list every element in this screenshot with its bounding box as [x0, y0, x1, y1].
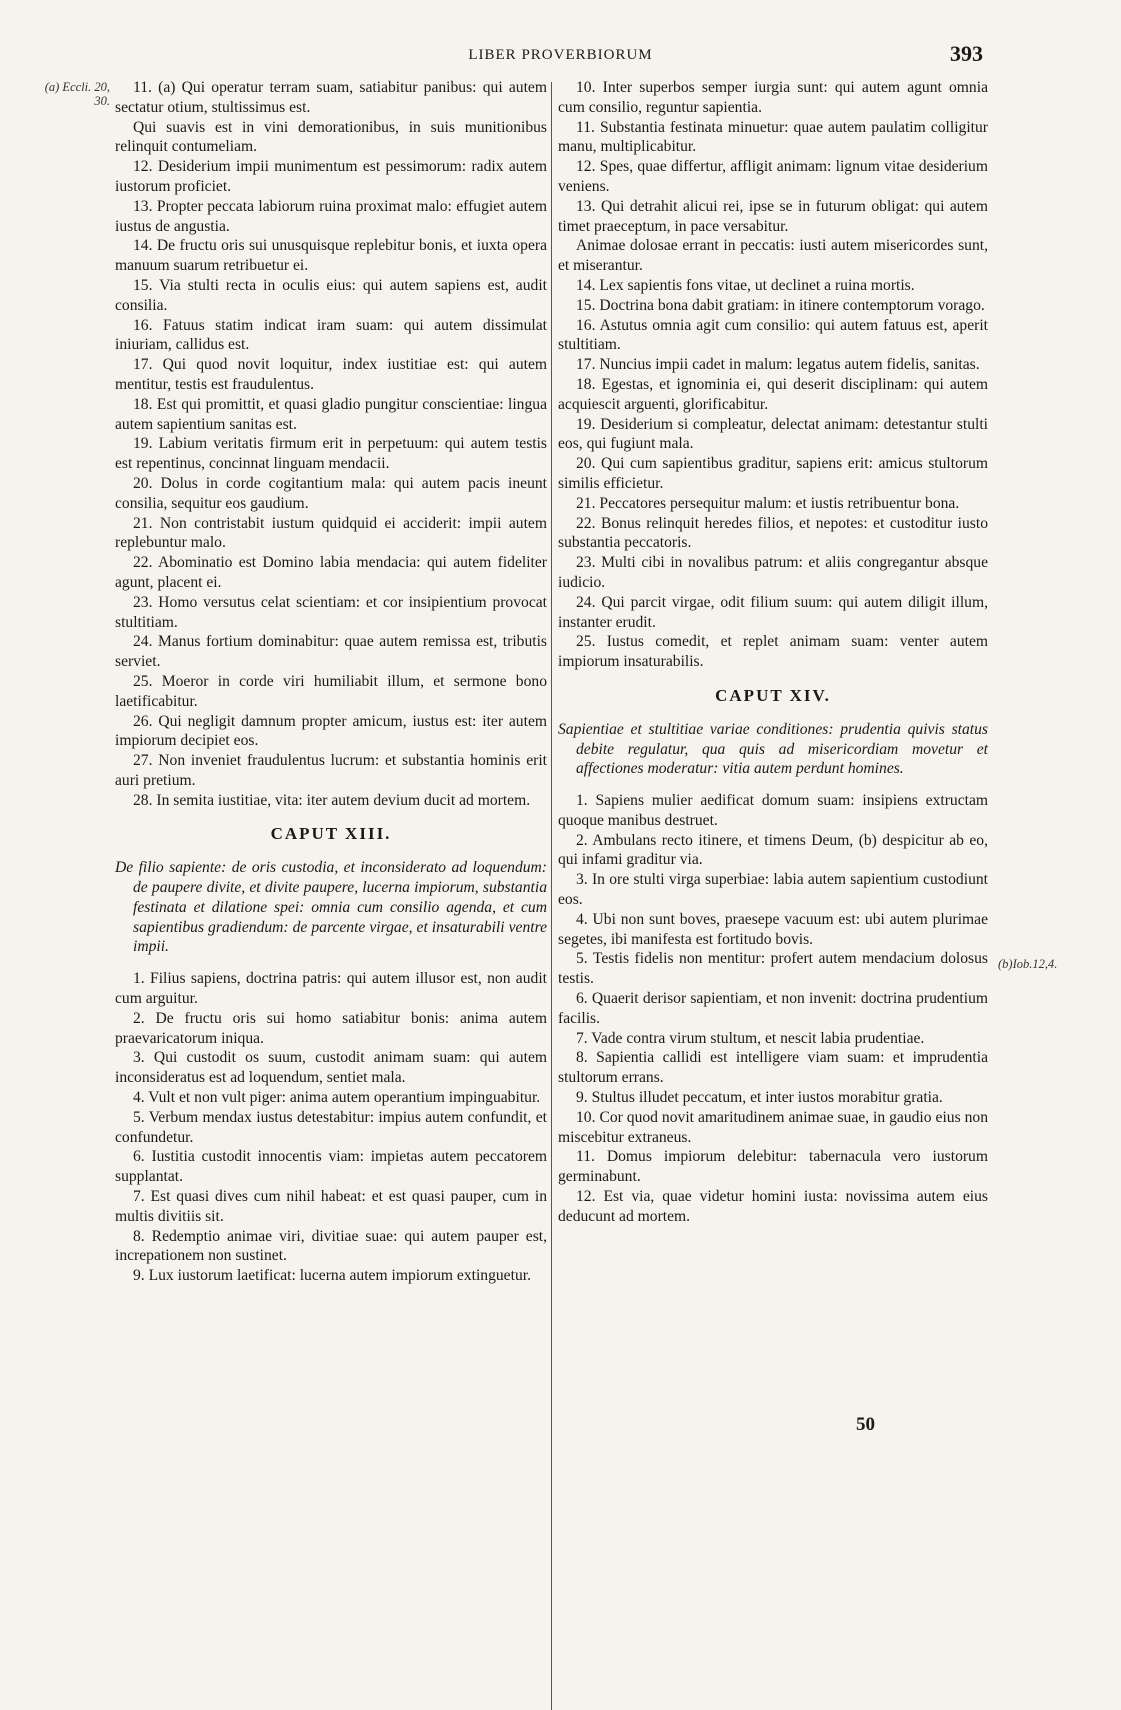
- verse: 17. Nuncius impii cadet in malum: legatus autem fidelis, sanitas.: [576, 356, 980, 374]
- verse: 11. Domus impiorum delebitur: tabernacula vero iustorum germinabunt.: [558, 1148, 988, 1186]
- verses-ch13: [115, 969, 547, 1286]
- verse: 20. Dolus in corde cogitantium mala: qui autem pacis ineunt consilia, sequitur eos gaudium.: [115, 474, 547, 512]
- verse: 10. Inter superbos semper iurgia sunt: qui autem agunt omnia cum consilio, reguntur sapientia.: [558, 79, 988, 116]
- chapter-14-title: CAPUT XIV.: [715, 685, 831, 705]
- verse: 28. In semita iustitiae, vita: iter autem devium ducit ad mortem.: [133, 791, 531, 809]
- verse: 16. Fatuus statim indicat iram suam: qui autem dissimulat iniuriam, callidus est.: [115, 316, 547, 354]
- verse: 18. Est qui promittit, et quasi gladio pungitur conscientiae: lingua autem sapientium sanitas est.: [115, 395, 547, 433]
- verse: 1. Filius sapiens, doctrina patris: qui autem illusor est, non audit cum arguitur.: [115, 970, 547, 1008]
- verse: 2. Ambulans recto itinere, et timens Deum, (b) despicitur ab eo, qui infami graditur via.: [558, 831, 988, 869]
- verse: 19. Desiderium si compleatur, delectat animam: detestantur stulti eos, qui fugiunt mala.: [558, 415, 988, 453]
- verse: 3. In ore stulti virga superbiae: labia autem sapientium custodiunt eos.: [558, 871, 988, 909]
- verse: 23. Multi cibi in novalibus patrum: et aliis congregantur absque iudicio.: [558, 554, 988, 591]
- verse: 9. Lux iustorum laetificat: lucerna autem impiorum extinguetur.: [133, 1267, 531, 1285]
- verse: 12. Spes, quae differtur, affligit animam: lignum vitae desiderium veniens.: [558, 158, 988, 195]
- column-divider: [551, 82, 552, 1710]
- verse: 25. Moeror in corde viri humiliabit illum, et sermone bono laetificabitur.: [115, 672, 547, 710]
- verse: 24. Qui parcit virgae, odit filium suum: qui autem diligit illum, instanter erudit.: [558, 593, 988, 631]
- verse: 8. Sapientia callidi est intelligere viam suam: et imprudentia stultorum errans.: [558, 1049, 988, 1087]
- verse: 25. Iustus comedit, et replet animam suam: venter autem impiorum insaturabilis.: [558, 633, 988, 671]
- verse: 21. Peccatores persequitur malum: et iustis retribuentur bona.: [576, 494, 960, 512]
- verse: 13. Qui detrahit alicui rei, ipse se in futurum obligat: qui autem timet praeceptum, in pace versabitur.: [558, 197, 988, 235]
- verse: 17. Qui quod novit loquitur, index iustitiae est: qui autem mentitur, testis est fraudulentus.: [115, 356, 547, 393]
- verse: 9. Stultus illudet peccatum, et inter iustos morabitur gratia.: [576, 1089, 943, 1107]
- chapter-13-summary: De filio sapiente: de oris custodia, et inconsiderato ad loquendum: de paupere divite, et divite paupere, lucerna impiorum, substantia festinata et dilatione spei: omnia cum consilio agenda, et cum sapientibus gradiendum: de parcente virgae, et insaturabili ventre impii.: [115, 859, 547, 956]
- verses-ch13-continued: [558, 78, 988, 672]
- verse: 5. Testis fidelis non mentitur: profert autem mendacium dolosus testis.: [558, 950, 988, 988]
- page-number: 393: [950, 41, 983, 66]
- verse: 7. Vade contra virum stultum, et nescit labia prudentiae.: [576, 1029, 925, 1047]
- verse: 11. (a) Qui operatur terram suam, satiabitur panibus: qui autem sectatur otium, stultissimus est.: [115, 79, 547, 116]
- verse: 24. Manus fortium dominabitur: quae autem remissa est, tributis serviet.: [115, 633, 547, 671]
- verse: 6. Iustitia custodit innocentis viam: impietas autem peccatorem supplantat.: [115, 1148, 547, 1186]
- verse: 6. Quaerit derisor sapientiam, et non invenit: doctrina prudentium facilis.: [558, 990, 988, 1027]
- verse: 14. Lex sapientis fons vitae, ut declinet a ruina mortis.: [576, 276, 915, 294]
- margin-note-left: (a) Eccli. 20, 30.: [44, 80, 110, 108]
- verse: 14. De fructu oris sui unusquisque replebitur bonis, et iuxta opera manuum suarum retribuetur ei.: [115, 237, 547, 275]
- verses-ch12: [115, 78, 547, 810]
- verse: 22. Abominatio est Domino labia mendacia: qui autem fideliter agunt, placent ei.: [115, 554, 547, 591]
- verse: 4. Vult et non vult piger: anima autem operantium impinguabitur.: [133, 1089, 541, 1107]
- verse: 20. Qui cum sapientibus graditur, sapiens erit: amicus stultorum similis efficietur.: [558, 455, 988, 492]
- verse: 21. Non contristabit iustum quidquid ei acciderit: impii autem replebuntur malo.: [115, 514, 547, 552]
- verse: 3. Qui custodit os suum, custodit animam suam: qui autem inconsideratus est ad loquendum, sentiet mala.: [115, 1049, 547, 1087]
- running-title: LIBER PROVERBIORUM: [468, 47, 653, 63]
- verse: 10. Cor quod novit amaritudinem animae suae, in gaudio eius non miscebitur extraneus.: [558, 1108, 988, 1146]
- signature-mark: 50: [856, 1414, 875, 1435]
- verses-ch14: [558, 791, 988, 1227]
- verse: 15. Via stulti recta in oculis eius: qui autem sapiens est, audit consilia.: [115, 276, 547, 314]
- verse: 27. Non inveniet fraudulentus lucrum: et substantia hominis erit auri pretium.: [115, 752, 547, 789]
- verse: 11. Substantia festinata minuetur: quae autem paulatim colligitur manu, multiplicabitur.: [558, 118, 988, 156]
- verse: 26. Qui negligit damnum propter amicum, iustus est: iter autem impiorum decipiet eos.: [115, 712, 547, 750]
- verse: 7. Est quasi dives cum nihil habeat: et est quasi pauper, cum in multis divitiis sit.: [115, 1188, 547, 1225]
- verse: 12. Desiderium impii munimentum est pessimorum: radix autem iustorum proficiet.: [115, 158, 547, 195]
- verse: 8. Redemptio animae viri, divitiae suae: qui autem pauper est, increpationem non sustinet.: [115, 1227, 547, 1265]
- verse: 1. Sapiens mulier aedificat domum suam: insipiens extructam quoque manibus destruet.: [558, 792, 988, 829]
- verse: Qui suavis est in vini demorationibus, in suis munitionibus relinquit contumeliam.: [115, 118, 547, 156]
- verse: 16. Astutus omnia agit cum consilio: qui autem fatuus est, aperit stultitiam.: [558, 316, 988, 354]
- margin-note-right: (b)Iob.12,4.: [998, 957, 1058, 971]
- right-column: [558, 78, 988, 1227]
- verse: 18. Egestas, et ignominia ei, qui deserit disciplinam: qui autem acquiescit arguenti, glorificabitur.: [558, 375, 988, 413]
- verse: 12. Est via, quae videtur homini iusta: novissima autem eius deducunt ad mortem.: [558, 1188, 988, 1225]
- verse: Animae dolosae errant in peccatis: iusti autem misericordes sunt, et miserantur.: [558, 237, 988, 275]
- verse: 2. De fructu oris sui homo satiabitur bonis: anima autem praevaricatorum iniqua.: [115, 1009, 547, 1047]
- verse: 13. Propter peccata labiorum ruina proximat malo: effugiet autem iustus de angustia.: [115, 197, 547, 235]
- verse: 5. Verbum mendax iustus detestabitur: impius autem confundit, et confundetur.: [115, 1108, 547, 1146]
- chapter-14-summary: Sapientiae et stultitiae variae conditiones: prudentia quivis status debite regulatur, qua quis ad misericordiam movetur et affectiones moderatur: vitia autem perdunt homines.: [558, 720, 988, 778]
- chapter-13-title: CAPUT XIII.: [270, 824, 392, 844]
- verse: 23. Homo versutus celat scientiam: et cor insipientium provocat stultitiam.: [115, 593, 547, 631]
- verse: 19. Labium veritatis firmum erit in perpetuum: qui autem testis est repentinus, concinnat linguam mendacii.: [115, 435, 547, 473]
- left-column: [115, 78, 547, 1286]
- verse: 15. Doctrina bona dabit gratiam: in itinere contemptorum vorago.: [576, 296, 985, 314]
- verse: 22. Bonus relinquit heredes filios, et nepotes: et custoditur iusto substantia peccatoris.: [558, 514, 988, 552]
- verse: 4. Ubi non sunt boves, praesepe vacuum est: ubi autem plurimae segetes, ibi manifesta est fortitudo bovis.: [558, 910, 988, 948]
